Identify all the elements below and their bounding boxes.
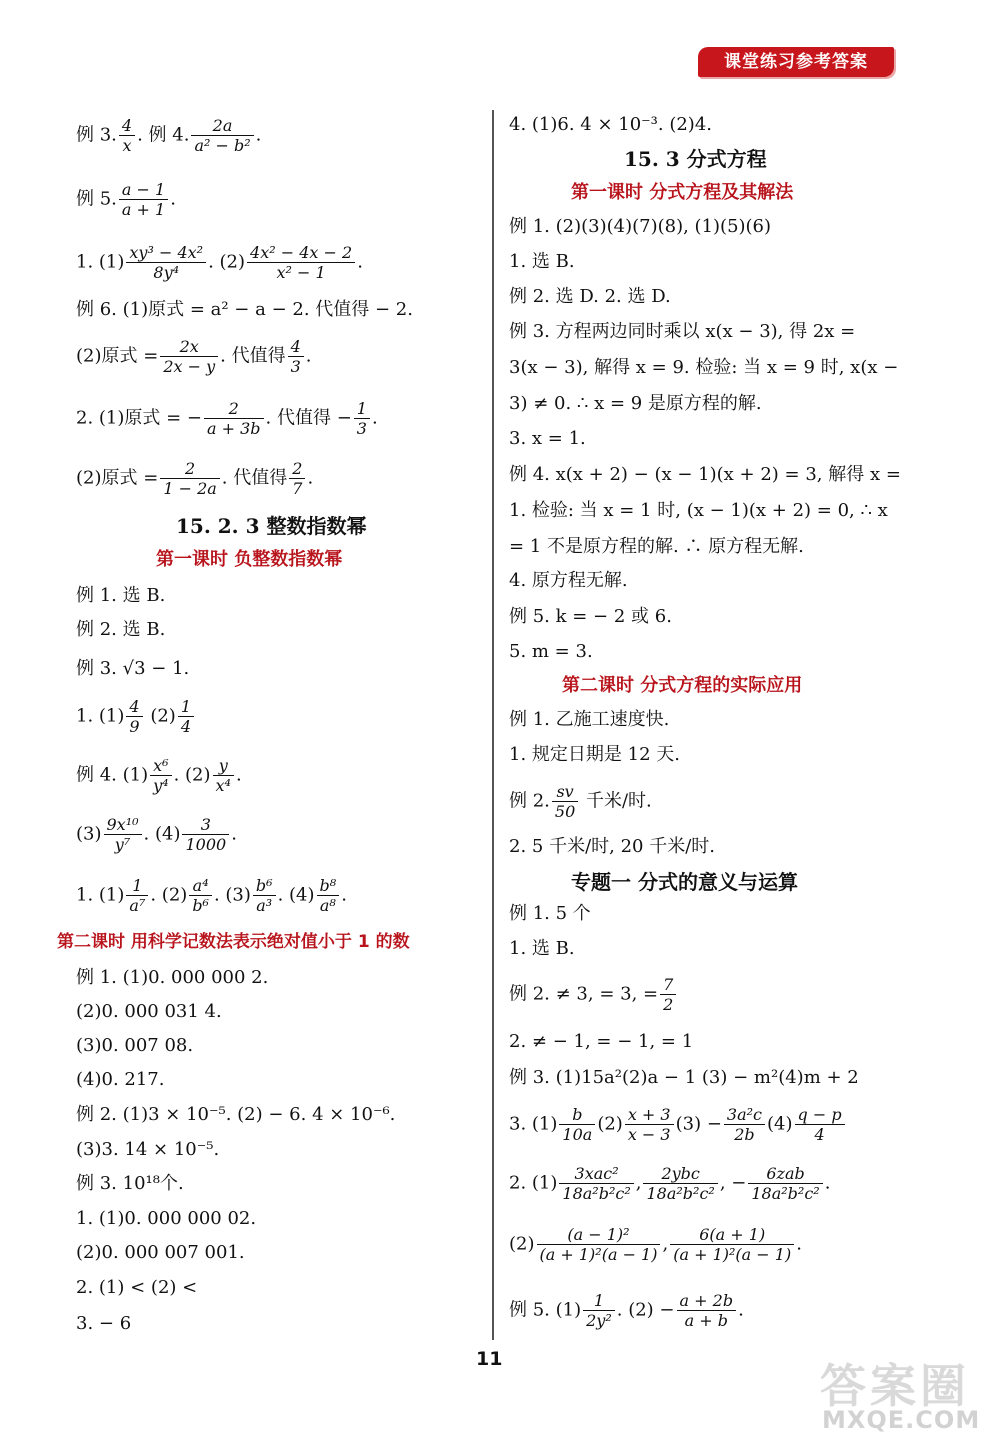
- right-line-5: 例 3. 方程两边同时乘以 x(x − 3), 得 2x =: [509, 321, 856, 342]
- right-line-7: 3) ≠ 0. ∴ x = 9 是原方程的解.: [509, 393, 762, 414]
- left-line-15: 例 1. (1)0. 000 000 2.: [76, 967, 269, 988]
- right-line-25: 2. (1) 3xac² 18a²b²c² , 2ybc 18a²b²c² , − 6zab 18a²b²c² .: [509, 1164, 831, 1203]
- right-line-8: 3. x = 1.: [509, 428, 586, 449]
- page-number: 11: [476, 1348, 503, 1370]
- left-line-4: 例 6. (1)原式 = a² − a − 2. 代值得 − 2.: [76, 299, 413, 320]
- right-line-2: 例 1. (2)(3)(4)(7)(8), (1)(5)(6): [509, 216, 772, 237]
- right-line-26: (2) $\frac{\text{(a − 1)²}}{\text{(a + 1)²(a − 1)}}$ , $\frac{6(a + 1)}{\text{(a + 1)²(a − 1)}}$ .: [509, 1225, 802, 1264]
- section-title-15-3: 15. 3 分式方程: [624, 147, 767, 171]
- left-line-12: 例 4. (1) $\frac{\text{x⁶}}{\text{y⁴}}$ . (2) $\frac{y}{\text{x⁴}}$ .: [76, 756, 242, 795]
- right-line-12: 4. 原方程无解.: [509, 570, 628, 591]
- left-line-17: (3)0. 007 08.: [76, 1035, 194, 1056]
- subsection-title-lesson-1-equations: 第一课时 分式方程及其解法: [571, 182, 794, 203]
- right-line-11: = 1 不是原方程的解. ∴ 原方程无解.: [509, 536, 804, 557]
- right-line-17: 例 2. $\frac{sv}{50}$ 千米/时.: [509, 782, 652, 821]
- right-line-20: 1. 选 B.: [509, 938, 575, 959]
- answer-key-badge: 课堂练习参考答案: [698, 47, 894, 77]
- left-line-1: 例 3. $\frac{4}{x}$ . 例 4. $\frac{2a}{\text{a² − b²}}$ .: [76, 116, 262, 155]
- right-line-21: 例 2. ≠ 3, = 3, = $\frac{7}{2}$: [509, 975, 678, 1014]
- right-line-23: 例 3. (1)15a²(2)a − 1 (3) − m²(4)m + 2: [509, 1067, 859, 1088]
- left-line-13: (3) $\frac{\text{9x¹⁰}}{\text{y⁷}}$ . (4) $\frac{3}{1000}$ .: [76, 815, 237, 854]
- right-line-6: 3(x − 3), 解得 x = 9. 检验: 当 x = 9 时, x(x −: [509, 357, 899, 378]
- subsection-title-lesson-1: 第一课时 负整数指数幂: [156, 549, 343, 570]
- column-divider: [492, 110, 494, 1340]
- left-line-21: 例 3. 10¹⁸个.: [76, 1173, 184, 1194]
- left-line-20: (3)3. 14 × 10⁻⁵.: [76, 1139, 220, 1160]
- right-line-10: 1. 检验: 当 x = 1 时, (x − 1)(x + 2) = 0, ∴ x: [509, 500, 888, 521]
- section-title-15-2-3: 15. 2. 3 整数指数幂: [176, 514, 367, 538]
- left-line-5: (2)原式 = $\frac{2x}{2x - y}$ . 代值得 $\frac{4}{3}$ .: [76, 337, 312, 376]
- left-line-9: 例 2. 选 B.: [76, 619, 166, 640]
- section-title-topic-1: 专题一 分式的意义与运算: [571, 870, 798, 894]
- watermark-site-text: MXQE.COM: [822, 1406, 981, 1434]
- right-line-9: 例 4. x(x + 2) − (x − 1)(x + 2) = 3, 解得 x =: [509, 464, 901, 485]
- right-line-19: 例 1. 5 个: [509, 903, 591, 924]
- subsection-title-lesson-2-applications: 第二课时 分式方程的实际应用: [562, 675, 803, 696]
- right-line-24: 3. (1) $\frac{b}{10a}$ (2) $\frac{x + 3}{x - 3}$ (3) − $\frac{\text{3a²c}}{2b}$ (4) $\frac{q - p}{4}$: [509, 1105, 847, 1144]
- left-line-11: 1. (1) $\frac{4}{9}$ (2) $\frac{1}{4}$: [76, 697, 196, 736]
- right-line-22: 2. ≠ − 1, = − 1, = 1: [509, 1031, 694, 1052]
- left-line-25: 3. − 6: [76, 1313, 132, 1334]
- left-line-23: (2)0. 000 007 001.: [76, 1242, 245, 1263]
- left-line-14: 1. (1) $\frac{1}{\text{a⁷}}$ . (2) $\frac{\text{a⁴}}{\text{b⁶}}$ . (3) $\frac{\text{b⁶}}{\text{a³}}$ . (4) $\frac{\text{b⁸}}{\text{a⁸}}$ .: [76, 876, 347, 915]
- right-line-18: 2. 5 千米/时, 20 千米/时.: [509, 836, 715, 857]
- left-line-7: (2)原式 = $\frac{2}{1 - 2a}$ . 代值得 $\frac{2}{7}$ .: [76, 459, 314, 498]
- right-line-1: 4. (1)6. 4 × 10⁻³. (2)4.: [509, 114, 713, 135]
- left-line-8: 例 1. 选 B.: [76, 585, 166, 606]
- right-line-14: 5. m = 3.: [509, 641, 593, 662]
- left-line-10: 例 3. √3 − 1.: [76, 658, 190, 679]
- right-line-3: 1. 选 B.: [509, 251, 575, 272]
- left-line-6: 2. (1)原式 = − $\frac{2}{a + 3b}$ . 代值得 − $\frac{1}{3}$ .: [76, 399, 378, 438]
- right-line-13: 例 5. k = − 2 或 6.: [509, 606, 672, 627]
- subsection-title-lesson-2: 第二课时 用科学记数法表示绝对值小于 1 的数: [57, 932, 410, 952]
- left-line-24: 2. (1) < (2) <: [76, 1277, 198, 1298]
- watermark-logo: [812, 1350, 992, 1436]
- left-line-3: 1. (1) $\frac{\text{xy³ − 4x²}}{\text{8y⁴}}$ . (2) $\frac{\text{4x² − 4x − 2}}{\text{x² − 1}}$ .: [76, 243, 363, 282]
- left-line-16: (2)0. 000 031 4.: [76, 1001, 222, 1022]
- left-line-2: 例 5. $\frac{a - 1}{a + 1}$ .: [76, 180, 176, 219]
- right-line-4: 例 2. 选 D. 2. 选 D.: [509, 286, 671, 307]
- right-line-15: 例 1. 乙施工速度快.: [509, 709, 670, 730]
- right-line-27: 例 5. (1) $\frac{1}{\text{2y²}}$ . (2) − $\frac{a + 2b}{a + b}$ .: [509, 1291, 744, 1330]
- right-line-16: 1. 规定日期是 12 天.: [509, 744, 680, 765]
- left-line-18: (4)0. 217.: [76, 1069, 165, 1090]
- left-line-22: 1. (1)0. 000 000 02.: [76, 1208, 257, 1229]
- left-line-19: 例 2. (1)3 × 10⁻⁵. (2) − 6. 4 × 10⁻⁶.: [76, 1104, 396, 1125]
- watermark-logo-text: 答案圈: [820, 1359, 970, 1413]
